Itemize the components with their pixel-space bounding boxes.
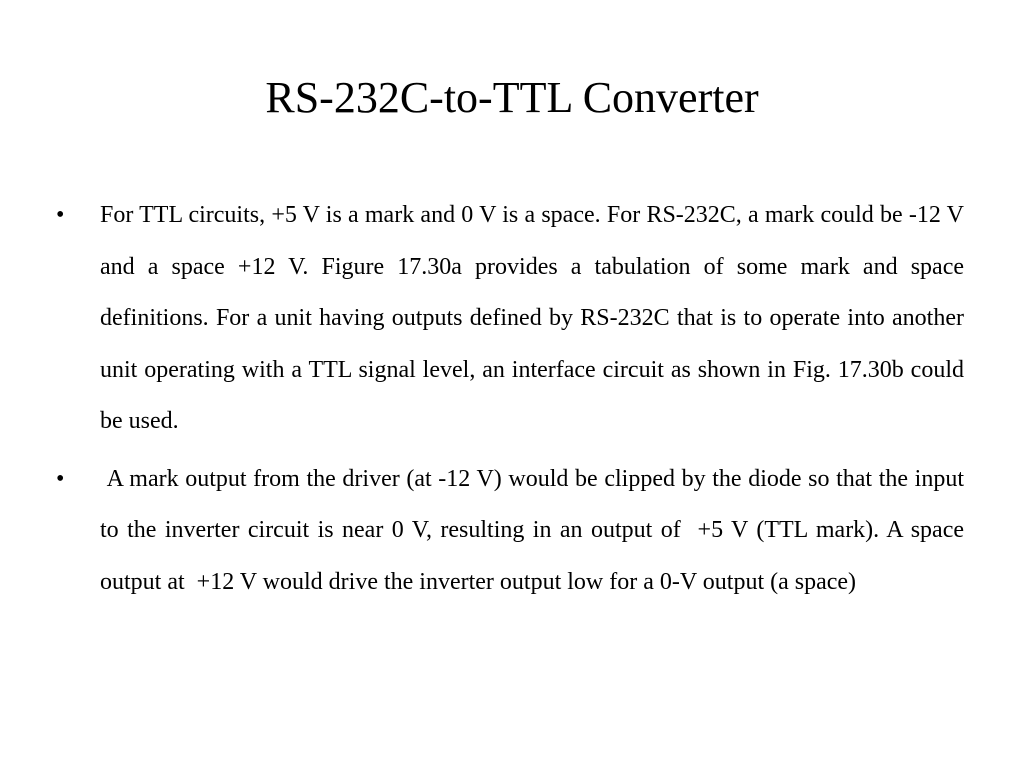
bullet-dot-icon: •	[56, 465, 65, 492]
bullet-text-2: A mark output from the driver (at -12 V) would be clipped by the diode so that the input to the inverter circuit is near 0 V, resulting in an output of +5 V (TTL mark). A space output at +12 V would drive the inverter output low for a 0-V output (a space)	[100, 465, 971, 595]
bullet-item-2	[56, 454, 971, 609]
bullet-text-1: For TTL circuits, +5 V is a mark and 0 V is a space. For RS-232C, a mark could be -12 V and a space +12 V. Figure 17.30a provides a tabulation of some mark and space definitions. For a unit having outputs defined by RS-232C that is to operate into another unit operating with a TTL signal level, an interface circuit as shown in Fig. 17.30b could be used.	[100, 202, 964, 434]
bullet-item-1	[56, 190, 964, 448]
bullet-dot-icon: •	[56, 202, 65, 228]
bullet-list	[56, 190, 971, 614]
slide-title: RS-232C-to-TTL Converter	[265, 73, 759, 122]
